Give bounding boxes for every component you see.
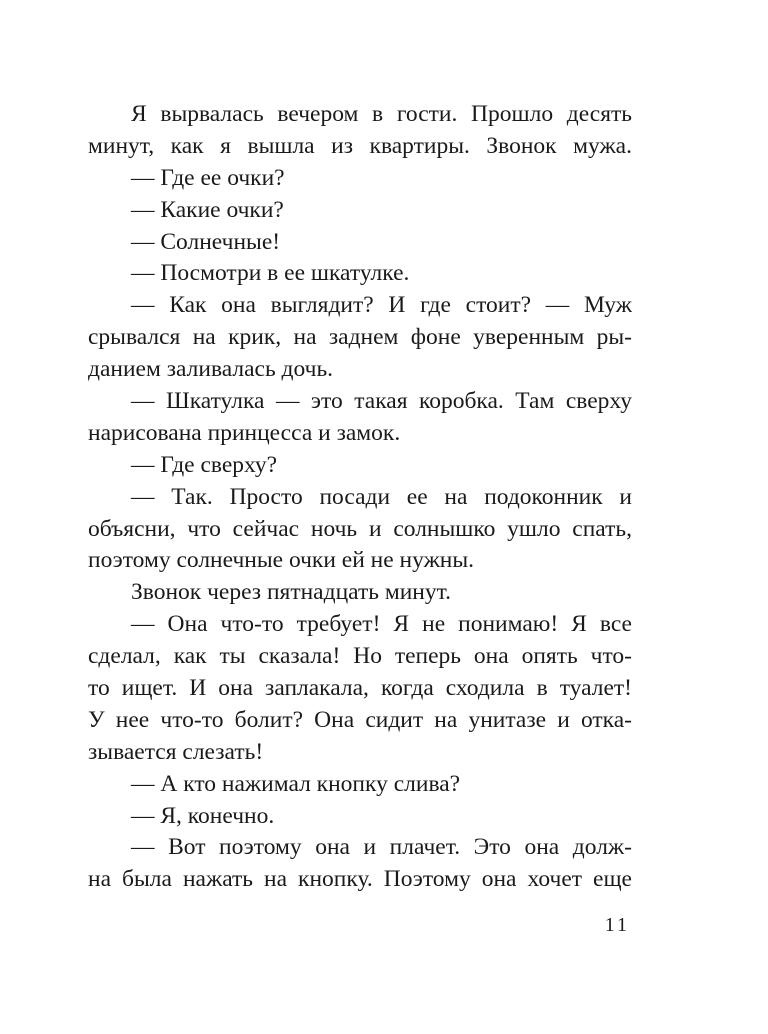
text-line: зывается слезать! [88,738,264,765]
text-line: то ищет. И она заплакала, когда сходила в туалет! [88,675,632,702]
text-line: — Какие очки? [131,196,284,223]
text-line: нарисована принцесса и замок. [88,419,401,446]
text-line: Я вырвалась вечером в гости. Прошло десять [131,101,632,127]
text-line: сделал, как ты сказала! Но теперь она опять что- [88,643,632,670]
text-line: — Она что-то требует! Я не понимаю! Я все [131,611,632,638]
text-line: данием заливалась дочь. [88,356,334,383]
text-line: на была нажать на кнопку. Поэтому она хочет еще [88,866,632,893]
text-line: — А кто нажимал кнопку слива? [131,770,461,797]
text-line: — Я, конечно. [131,802,275,829]
text-line: — Где сверху? [131,451,278,478]
page-number: 11 [604,914,630,936]
text-line: — Так. Просто посади ее на подоконник и [131,483,632,510]
text-line: — Шкатулка — это такая коробка. Там сверху [131,388,632,415]
text-line: У нее что-то болит? Она сидит на унитазе и отка- [88,706,632,733]
text-line: — Вот поэтому она и плачет. Это она долж- [131,834,632,861]
text-line: — Где ее очки? [131,164,285,191]
text-line: минут, как я вышла из квартиры. Звонок мужа. [88,132,632,159]
text-line: объясни, что сейчас ночь и солнышко ушло спать, [88,515,632,542]
text-line: — Посмотри в ее шкатулке. [131,260,410,287]
text-line: поэтому солнечные очки ей не нужны. [88,547,475,574]
text-line: — Как она выглядит? И где стоит? — Муж [131,292,632,319]
text-line: срывался на крик, на заднем фоне уверенным ры- [88,324,632,351]
text-line: Звонок через пятнадцать минут. [131,579,451,606]
text-line: — Солнечные! [131,228,281,255]
body-text [88,99,632,896]
